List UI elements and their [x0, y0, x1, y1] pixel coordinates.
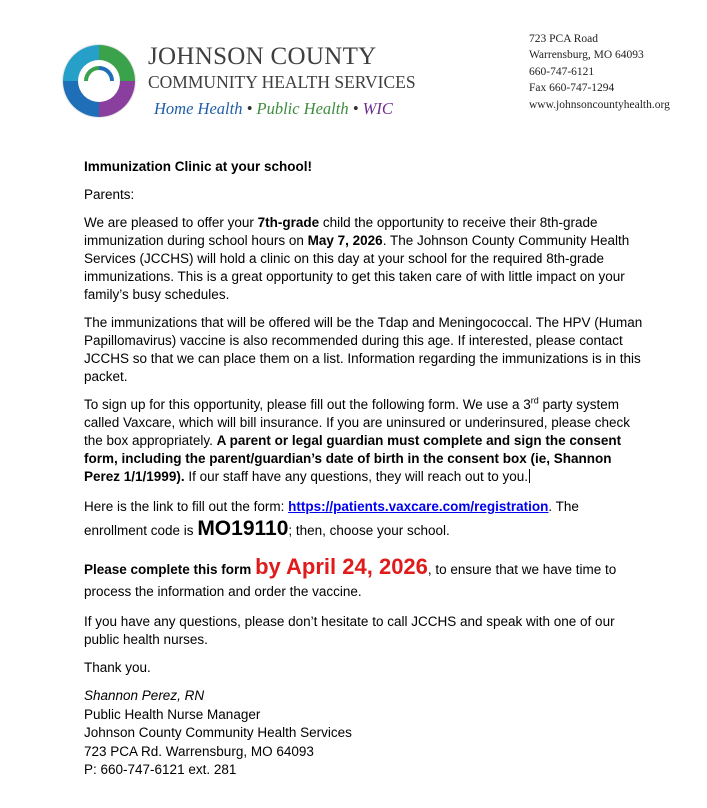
org-name: JOHNSON COUNTY — [148, 43, 377, 70]
paragraph-intro — [84, 214, 644, 304]
p4-text: . The enrollment code is — [84, 499, 579, 538]
closing: Thank you. — [84, 660, 151, 675]
p3-consent-notice: A parent or legal guardian must complete and sign the consent form, including the parent/guardian’s date of birth in the consent box (ie, Shannon Perez 1/1/1999). — [84, 433, 622, 484]
letterhead-address — [529, 31, 670, 113]
org-title — [148, 44, 416, 92]
signature-name: Shannon Perez, RN — [84, 688, 205, 703]
p5-text: Please complete this form — [84, 562, 256, 577]
p3-text: party system called Vaxcare, which will bill insurance. If you are uninsured or underinsured, please check the box appropriately. — [84, 397, 631, 448]
letter-heading: Immunization Clinic at your school! — [84, 159, 313, 174]
p5-text: , to ensure that we have time to process the information and order the vaccine. — [84, 562, 617, 599]
paragraph-deadline — [84, 556, 644, 603]
address-website: www.johnsoncountyhealth.org — [529, 98, 670, 111]
text-caret — [529, 469, 530, 483]
signature-title: Public Health Nurse Manager — [84, 706, 261, 722]
deadline-date: by April 24, 2026 — [255, 554, 428, 579]
tagline — [154, 99, 393, 119]
signature-block — [84, 687, 644, 780]
signature-phone: P: 660-747-6121 ext. 281 — [84, 762, 237, 777]
p1-grade: 7th-grade — [257, 215, 320, 230]
paragraph-questions: If you have any questions, please don’t hesitate to call JCCHS and speak with one of our public health nurses. — [84, 614, 615, 647]
org-subtitle: COMMUNITY HEALTH SERVICES — [148, 72, 416, 92]
registration-link[interactable]: https://patients.vaxcare.com/registration — [288, 499, 549, 514]
address-street: 723 PCA Road — [529, 33, 599, 45]
paragraph-immunizations: The immunizations that will be offered will be the Tdap and Meningococcal. The HPV (Human Papillomavirus) vaccine is also recommended during this age. If interested, please contact JCCHS so that we can place them on a list. Information regarding the immunizations is in this packet. — [84, 315, 643, 384]
tagline-home-health: Home Health — [154, 99, 243, 118]
p3-sup: rd — [530, 395, 539, 406]
p3-text: If our staff have any questions, they will reach out to you. — [184, 469, 529, 484]
tagline-separator: • — [352, 99, 359, 118]
letter-body — [84, 158, 644, 780]
paragraph-link — [84, 496, 644, 542]
p1-text: . The Johnson County Community Health Services (JCCHS) will hold a clinic on this day at your school for the required 8th-grade immunizations. This is a great opportunity to get this taken care of with little impact on your family’s busy schedules. — [84, 233, 630, 302]
p4-text: ; then, choose your school. — [288, 523, 450, 538]
p1-text: child the opportunity to receive their 8th-grade immunization during school hours on — [84, 215, 598, 248]
tagline-public-health: Public Health — [256, 99, 349, 118]
paragraph-signup — [84, 396, 644, 486]
p1-date: May 7, 2026 — [307, 233, 383, 248]
p4-text: Here is the link to fill out the form: — [84, 499, 289, 514]
p1-text: We are pleased to offer your — [84, 215, 258, 230]
signature-org: Johnson County Community Health Services — [84, 725, 352, 740]
greeting: Parents: — [84, 187, 135, 202]
address-city: Warrensburg, MO 64093 — [529, 49, 644, 62]
address-fax: Fax 660-747-1294 — [529, 82, 615, 95]
enrollment-code: MO19110 — [197, 517, 289, 540]
tagline-wic: WIC — [362, 99, 393, 118]
jcchs-logo-icon — [58, 40, 140, 122]
p3-text: To sign up for this opportunity, please fill out the following form. We use a 3 — [84, 397, 531, 412]
tagline-separator: • — [246, 99, 253, 118]
address-phone: 660-747-6121 — [529, 65, 595, 78]
signature-address: 723 PCA Rd. Warrensburg, MO 64093 — [84, 743, 314, 759]
